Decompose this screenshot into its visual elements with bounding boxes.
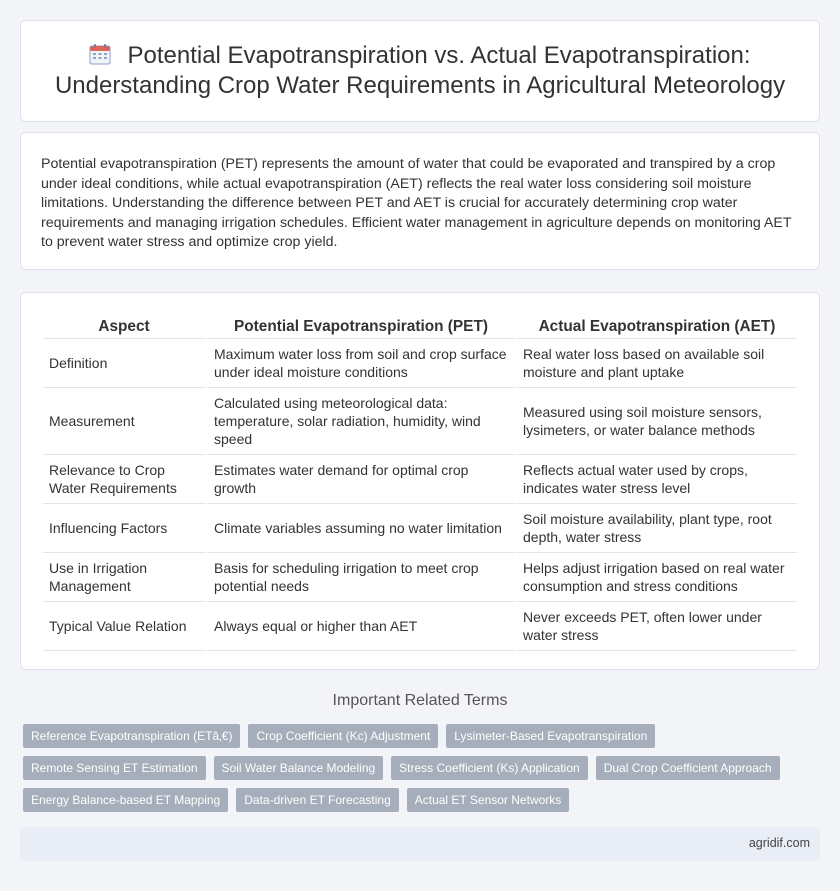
related-term-tag[interactable]: Lysimeter-Based Evapotranspiration [446, 724, 655, 748]
row-aspect: Measurement [43, 388, 205, 455]
header-aet: Actual Evapotranspiration (AET) [514, 315, 797, 339]
row-aet: Measured using soil moisture sensors, lysimeters, or water balance methods [514, 388, 797, 455]
row-pet: Always equal or higher than AET [205, 602, 514, 651]
header-aspect: Aspect [43, 315, 205, 339]
row-aet: Never exceeds PET, often lower under water stress [514, 602, 797, 651]
row-aspect: Relevance to Crop Water Requirements [43, 455, 205, 504]
related-term-tag[interactable]: Crop Coefficient (Kc) Adjustment [248, 724, 438, 748]
table-row [43, 455, 797, 504]
table-row [43, 388, 797, 455]
footer [20, 827, 820, 861]
comparison-card [20, 292, 820, 670]
related-term-tag[interactable]: Energy Balance-based ET Mapping [23, 788, 228, 812]
row-aet: Soil moisture availability, plant type, root depth, water stress [514, 504, 797, 553]
row-aspect: Definition [43, 339, 205, 388]
related-terms [23, 724, 813, 820]
row-pet: Basis for scheduling irrigation to meet crop potential needs [205, 553, 514, 602]
related-term-tag[interactable]: Reference Evapotranspiration (ETâ‚€) [23, 724, 240, 748]
row-aspect: Typical Value Relation [43, 602, 205, 651]
related-term-tag[interactable]: Actual ET Sensor Networks [407, 788, 570, 812]
row-aspect: Use in Irrigation Management [43, 553, 205, 602]
table-header-row [43, 315, 797, 339]
title-card [20, 20, 820, 122]
row-aet: Reflects actual water used by crops, indicates water stress level [514, 455, 797, 504]
row-pet: Estimates water demand for optimal crop growth [205, 455, 514, 504]
row-aet: Real water loss based on available soil moisture and plant uptake [514, 339, 797, 388]
row-aet: Helps adjust irrigation based on real water consumption and stress conditions [514, 553, 797, 602]
header-pet: Potential Evapotranspiration (PET) [205, 315, 514, 339]
intro-card [20, 132, 820, 270]
tag-row [23, 756, 813, 780]
intro-paragraph: Potential evapotranspiration (PET) represents the amount of water that could be evaporated and transpired by a crop under ideal conditions, while actual evapotranspiration (AET) reflects the real water loss considering soil moisture limitations. Understanding the difference between PET and AET is crucial for accurately determining crop water requirements and managing irrigation schedules. Efficient water management in agriculture depends on monitoring AET to prevent water stress and optimize crop yield. [41, 156, 792, 251]
calendar-icon [89, 43, 111, 65]
row-pet: Maximum water loss from soil and crop surface under ideal moisture conditions [205, 339, 514, 388]
related-term-tag[interactable]: Soil Water Balance Modeling [214, 756, 384, 780]
tag-row [23, 724, 813, 748]
table-row [43, 602, 797, 651]
comparison-table [43, 315, 797, 651]
table-row [43, 339, 797, 388]
row-pet: Calculated using meteorological data: temperature, solar radiation, humidity, wind speed [205, 388, 514, 455]
table-row [43, 553, 797, 602]
row-aspect: Influencing Factors [43, 504, 205, 553]
row-pet: Climate variables assuming no water limitation [205, 504, 514, 553]
related-term-tag[interactable]: Remote Sensing ET Estimation [23, 756, 206, 780]
tag-row [23, 788, 813, 812]
related-terms-title: Important Related Terms [332, 692, 508, 709]
related-term-tag[interactable]: Dual Crop Coefficient Approach [596, 756, 780, 780]
related-term-tag[interactable]: Data-driven ET Forecasting [236, 788, 399, 812]
page-title: Potential Evapotranspiration vs. Actual Evapotranspiration: Understanding Crop Water Requirements in Agricultural Meteorology [54, 42, 786, 99]
footer-site-link[interactable]: agridif.com [748, 836, 810, 850]
table-row [43, 504, 797, 553]
related-term-tag[interactable]: Stress Coefficient (Ks) Application [391, 756, 588, 780]
